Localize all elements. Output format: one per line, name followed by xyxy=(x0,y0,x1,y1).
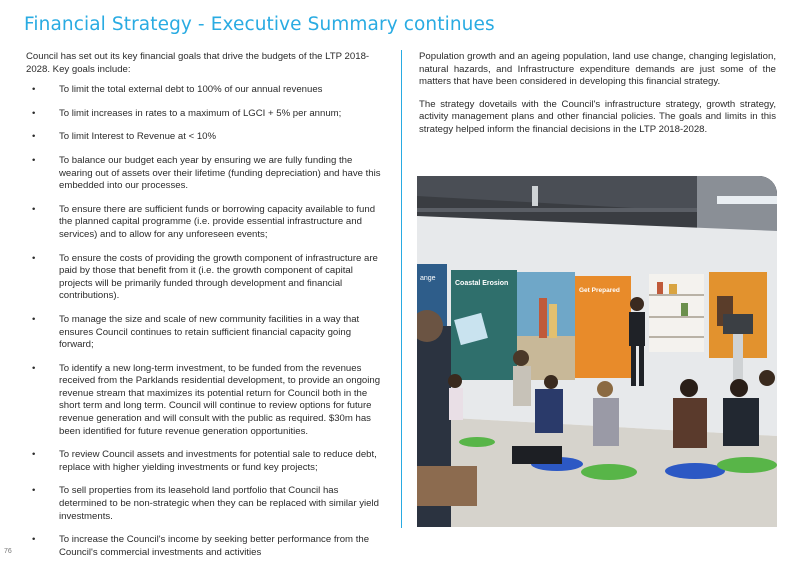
bullet-icon: • xyxy=(32,154,36,166)
goal-text: To manage the size and scale of new community facilities in a way that ensures Council continues to retain sufficient financial capacity going forward; xyxy=(59,313,360,351)
goal-item xyxy=(26,253,388,303)
bullet-icon: • xyxy=(32,84,36,96)
classroom-photo xyxy=(417,176,777,527)
right-column xyxy=(419,51,776,147)
bullet-icon: • xyxy=(32,449,36,461)
bullet-icon: • xyxy=(32,313,36,325)
bullet-icon: • xyxy=(32,485,36,497)
page-number: 76 xyxy=(4,548,12,555)
goal-item xyxy=(26,485,388,523)
goal-text: To increase the Council's income by seeking better performance from the Council's commercial investments and activities xyxy=(59,534,370,558)
goal-text: To limit the total external debt to 100% of our annual revenues xyxy=(59,84,323,96)
goal-text: To identify a new long-term investment, to be funded from the revenues received from the Parklands residential development, to provide an ongoing revenue stream that maximizes its potential return for Council both in the short term and long term. Council will continue to review options for future revenue generation and will consult with the public as required. $30m has been identified for future revenue generation opportunities. xyxy=(59,362,381,437)
goal-item xyxy=(26,155,388,193)
goal-item xyxy=(26,449,388,474)
bullet-icon: • xyxy=(32,203,36,215)
panel-left-text: ange xyxy=(420,275,436,282)
goal-text: To ensure there are sufficient funds or borrowing capacity available to fund the planned capital programme (i.e. provide essential infrastructure and services) and to allow for any unforeseen events; xyxy=(59,203,376,240)
goal-item xyxy=(26,534,388,559)
goal-item xyxy=(26,204,388,242)
goal-item xyxy=(26,108,388,121)
panel-get-prepared: Get Prepared xyxy=(579,287,620,294)
goal-text: To balance our budget each year by ensuring we are fully funding the wearing out of assets over their lifetime (funding depreciation) and have this embedded into our processes. xyxy=(59,154,381,192)
right-paragraph-1: Population growth and an ageing population, land use change, changing legislation, natural hazards, and Infrastructure expenditure demands are just some of the matters that have been considered in developing this financial strategy. xyxy=(419,51,776,88)
page-title: Financial Strategy - Executive Summary continues xyxy=(24,14,495,35)
right-paragraph-2: The strategy dovetails with the Council's infrastructure strategy, growth strategy, activity management plans and other financial policies. The goals and limits in this strategy helped inform the financial decisions in the LTP 2018-2028. xyxy=(419,98,776,135)
bullet-icon: • xyxy=(32,362,36,374)
goal-item xyxy=(26,363,388,439)
goal-text: To limit increases in rates to a maximum of LGCI + 5% per annum; xyxy=(59,107,342,119)
goal-text: To review Council assets and investments for potential sale to reduce debt, replace with higher yielding investments or fund key projects; xyxy=(59,449,377,473)
goal-item xyxy=(26,131,388,144)
bullet-icon: • xyxy=(32,107,36,119)
bullet-icon: • xyxy=(32,131,36,143)
goal-text: To sell properties from its leasehold land portfolio that Council has determined to be non-strategic when they can be replaced with similar yield investments. xyxy=(59,485,379,522)
goal-item xyxy=(26,314,388,352)
goal-item xyxy=(26,84,388,97)
goal-text: To limit Interest to Revenue at < 10% xyxy=(59,131,217,143)
bullet-icon: • xyxy=(32,534,36,546)
left-column xyxy=(26,51,388,570)
bullet-icon: • xyxy=(32,252,36,264)
goal-text: To ensure the costs of providing the growth component of infrastructure are paid by those that benefit from it (i.e. the growth component of capital projects will be primarily funded through development and financial contributions). xyxy=(59,252,378,302)
panel-coastal-title: Coastal Erosion xyxy=(455,280,509,287)
intro-paragraph: Council has set out its key financial goals that drive the budgets of the LTP 2018-2028. Key goals include: xyxy=(26,51,370,75)
column-divider xyxy=(401,50,402,528)
goals-list xyxy=(26,84,388,559)
classroom-photo-illustration xyxy=(417,176,777,527)
